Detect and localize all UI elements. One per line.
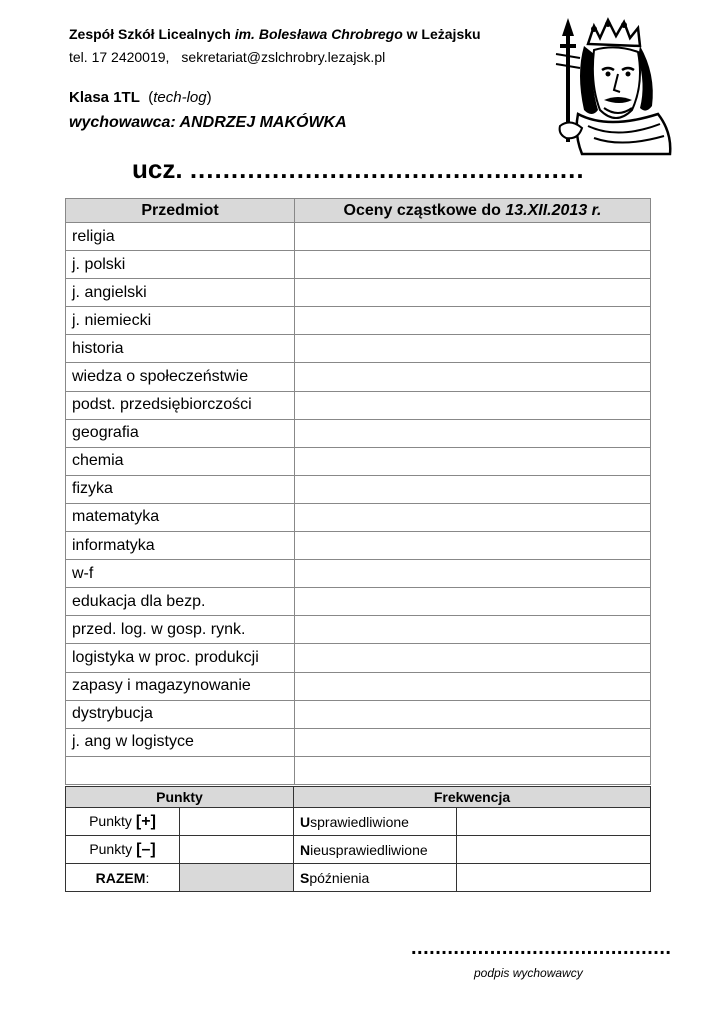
table-row — [66, 616, 651, 644]
subject-name — [66, 756, 295, 784]
table-row — [66, 864, 651, 892]
table-row — [66, 363, 651, 391]
subject-name: geografia — [66, 419, 295, 447]
subject-name: w-f — [66, 560, 295, 588]
class-tutor: wychowawca: ANDRZEJ MAKÓWKA — [69, 114, 347, 131]
table-row — [66, 588, 651, 616]
table-row — [66, 447, 651, 475]
points-plus-label: Punkty [+] — [66, 808, 180, 836]
table-row — [66, 475, 651, 503]
phone: tel. 17 2420019, — [69, 49, 170, 65]
email: sekretariat@zslchrobry.lezajsk.pl — [181, 49, 386, 65]
subject-name: religia — [66, 223, 295, 251]
subject-name: chemia — [66, 447, 295, 475]
late-value[interactable] — [457, 864, 651, 892]
points-minus-label: Punkty [–] — [66, 836, 180, 864]
subject-name: j. niemiecki — [66, 307, 295, 335]
grades-cell[interactable] — [295, 644, 651, 672]
table-row — [66, 728, 651, 756]
grades-cell[interactable] — [295, 700, 651, 728]
grades-cell[interactable] — [295, 616, 651, 644]
table-row — [66, 223, 651, 251]
points-plus-value[interactable] — [180, 808, 294, 836]
grades-cell[interactable] — [295, 588, 651, 616]
column-grades: Oceny cząstkowe do 13.XII.2013 r. — [295, 199, 651, 223]
summary-header — [66, 787, 651, 808]
grades-cell[interactable] — [295, 532, 651, 560]
table-row — [66, 532, 651, 560]
unexcused-label: Nieusprawiedliwione — [294, 836, 457, 864]
student-line: ucz. ................................................ — [132, 154, 585, 184]
grades-cell[interactable] — [295, 363, 651, 391]
school-contact — [69, 49, 385, 65]
table-row — [66, 279, 651, 307]
subject-name: podst. przedsiębiorczości — [66, 391, 295, 419]
table-row — [66, 808, 651, 836]
subject-name: matematyka — [66, 503, 295, 531]
grades-table — [65, 198, 651, 785]
grades-table-header — [66, 199, 651, 223]
table-row — [66, 391, 651, 419]
table-row — [66, 700, 651, 728]
subject-name: j. ang w logistyce — [66, 728, 295, 756]
subject-name: j. polski — [66, 251, 295, 279]
class-name: Klasa 1TL (tech-log) — [69, 89, 212, 106]
points-minus-value[interactable] — [180, 836, 294, 864]
school-patron-logo — [548, 14, 676, 158]
grades-cell[interactable] — [295, 307, 651, 335]
subject-name: dystrybucja — [66, 700, 295, 728]
column-points: Punkty — [66, 787, 294, 808]
subject-name: j. angielski — [66, 279, 295, 307]
unexcused-value[interactable] — [457, 836, 651, 864]
table-row — [66, 307, 651, 335]
grades-cell[interactable] — [295, 756, 651, 784]
table-row — [66, 836, 651, 864]
table-row — [66, 335, 651, 363]
column-subject: Przedmiot — [66, 199, 295, 223]
grades-cell[interactable] — [295, 728, 651, 756]
subject-name: przed. log. w gosp. rynk. — [66, 616, 295, 644]
signature-line: ........................................... — [411, 937, 672, 959]
table-row — [66, 503, 651, 531]
grades-cell[interactable] — [295, 672, 651, 700]
table-row — [66, 756, 651, 784]
column-attendance: Frekwencja — [294, 787, 651, 808]
total-label: RAZEM: — [66, 864, 180, 892]
grades-cell[interactable] — [295, 475, 651, 503]
signature-caption: podpis wychowawcy — [474, 966, 583, 980]
grades-cell[interactable] — [295, 419, 651, 447]
subject-name: fizyka — [66, 475, 295, 503]
grades-cell[interactable] — [295, 391, 651, 419]
grades-cell[interactable] — [295, 447, 651, 475]
table-row — [66, 419, 651, 447]
grades-cell[interactable] — [295, 279, 651, 307]
grades-cell[interactable] — [295, 335, 651, 363]
late-label: Spóźnienia — [294, 864, 457, 892]
grades-cell[interactable] — [295, 560, 651, 588]
total-value[interactable] — [180, 864, 294, 892]
subject-name: zapasy i magazynowanie — [66, 672, 295, 700]
table-row — [66, 251, 651, 279]
grades-cell[interactable] — [295, 223, 651, 251]
subject-name: historia — [66, 335, 295, 363]
subject-name: informatyka — [66, 532, 295, 560]
excused-value[interactable] — [457, 808, 651, 836]
grades-cell[interactable] — [295, 503, 651, 531]
excused-label: Usprawiedliwione — [294, 808, 457, 836]
school-name: Zespół Szkół Licealnych im. Bolesława Chrobrego w Leżajsku — [69, 26, 481, 42]
grades-cell[interactable] — [295, 251, 651, 279]
table-row — [66, 644, 651, 672]
subject-name: edukacja dla bezp. — [66, 588, 295, 616]
subject-name: logistyka w proc. produkcji — [66, 644, 295, 672]
table-row — [66, 672, 651, 700]
table-row — [66, 560, 651, 588]
subject-name: wiedza o społeczeństwie — [66, 363, 295, 391]
summary-table — [65, 786, 651, 892]
